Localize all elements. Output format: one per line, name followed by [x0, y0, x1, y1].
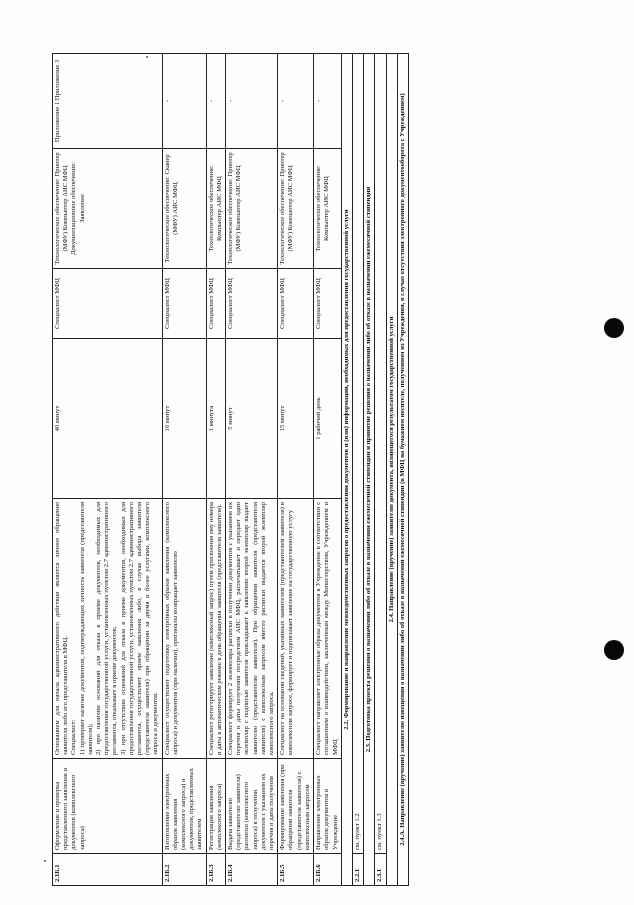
executor: Специалист МФЦ [53, 269, 163, 339]
row-number: 2.1Б.6 [314, 854, 342, 886]
table-body [53, 54, 409, 886]
description-line: Специалист: [70, 719, 78, 755]
row-number: 2.1Б.4 [226, 854, 278, 886]
action-description [314, 499, 342, 759]
duration: 5 минут [226, 339, 278, 499]
punch-hole-icon [604, 318, 624, 338]
description-line: Специалист осуществляет подготовку электронных образов заявления (комплексного запроса) и документов (при наличии), оригиналы возвращает заявителю [163, 502, 179, 755]
row-number: 2.1Б.1 [53, 854, 163, 886]
description-line: Специалист регистрирует заявление (комплексный запрос) путем присвоения ему номера и даты в автоматическом режиме в день обращения заявителя (представителя заявителя). [207, 502, 223, 755]
reference-text: см. пункт 1.3 [375, 54, 386, 854]
resources: Технологическое обеспечение: Сканер (МФУ) АИС МФЦ [162, 149, 206, 269]
resources: Технологическое обеспечение: Компьютер АИС МФЦ [314, 149, 342, 269]
action-name: Выдача заявителю (представителю заявителя) расписки (комплексного запроса) в получении документов с указанием их перечня и даты получения [226, 759, 278, 854]
action-name: Направление электронных образов документов в Учреждение [314, 759, 342, 854]
section-2-4-title: 2.4. Направление (вручение) заявителю документа, являющегося результатом государственной услуги [386, 54, 397, 886]
row-number: 2.2.1 [352, 854, 363, 886]
resources: Технологическое обеспечение: Компьютер АИС МФЦ [206, 149, 225, 269]
row-number: 2.1Б.3 [206, 854, 225, 886]
description-line: Специалист формирует 2 экземпляра расписки в получении документов с указанием их перечня и даты получения посредством АИС МФЦ, распечатывает и передает один экземпляр с подписью заявителя прикладывает к заявлению второй экземпляр выдает заявителю (представителю заявителя). При обращении заявителя (представителя заявителя) с комплексным запросом вместо расписки выдается второй экземпляр комплексного запроса. [227, 502, 276, 755]
duration: 15 минут [278, 339, 314, 499]
section-header-row [341, 54, 352, 886]
section-header-row [397, 54, 408, 886]
description-line: Специалист на основании сведений, указанных заявителем (представителем заявителя) в комплексном запросе, формирует и подписывает заявление на государственную услугу [279, 502, 295, 755]
description-line: 2) при наличии оснований для отказа в приеме документов, необходимых для предоставления государственной услуги, установленных пунктом 2.7 административного регламента, отказывает в приеме документов; [95, 502, 119, 755]
description-line: Основанием для начала административного действия является личное обращение заявителя либо его представителя в МФЦ. [54, 502, 70, 755]
reference-text: см. пункт 1.2 [352, 54, 363, 854]
rotated-table-wrapper [52, 54, 582, 886]
executor: Специалист МФЦ [226, 269, 278, 339]
table-row [226, 54, 278, 886]
form-templates: Приложение 1 Приложение 3 [53, 54, 163, 149]
procedure-table [52, 53, 409, 886]
row-number: 2.1Б.2 [162, 854, 206, 886]
duration: 1 рабочий день [314, 339, 342, 499]
scan-speck [44, 860, 46, 862]
section-2-4-a-title: 2.4.А. Направление (вручение) заявителю извещения о назначении либо об отказе в назначении ежемесячной стипендии (в МФЦ на бумажном носителе, полученном из Учреждения, в случае отсутствия электронного документооборота с Учреждением) [397, 54, 408, 886]
section-header-row [364, 54, 375, 886]
row-number: 2.3.1 [375, 854, 386, 886]
section-2-2-title: 2.2. Формирование и направление межведомственных запросов о предоставлении документов и (или) информации, необходимых для предоставления государственной услуги [341, 54, 352, 886]
action-name: Изготовление электронных образов заявления (комплексного запроса) и документов, представленных заявителем [162, 759, 206, 854]
resources: Технологическое обеспечение: Принтер (МФУ) Компьютер АИС МФЦ Документационное обеспечение: Заявление [53, 149, 163, 269]
form-templates: - [226, 54, 278, 149]
action-description [226, 499, 278, 759]
action-description [206, 499, 225, 759]
resources: Технологическое обеспечение: Принтер (МФУ) Компьютер АИС МФЦ [226, 149, 278, 269]
table-row [314, 54, 342, 886]
table-row [278, 54, 314, 886]
form-templates: - [162, 54, 206, 149]
form-templates: - [206, 54, 225, 149]
duration: 1 минута [206, 339, 225, 499]
table-row [352, 54, 363, 886]
action-name: Формирование заявления (при обращении заявителя (представителя заявителя) с комплексным запросом [278, 759, 314, 854]
executor: Специалист МФЦ [278, 269, 314, 339]
section-2-3-title: 2.3. Подготовка проекта решения о назначении либо об отказе в назначении ежемесячной стипендии и принятие решения о назначении либо об отказе в назначении ежемесячной стипендии [364, 54, 375, 886]
action-name: Регистрация заявления (комплексного запроса) [206, 759, 225, 854]
punch-hole-icon [604, 640, 624, 660]
description-line: 1) проверяет наличие документов, подтверждающих личность заявителя (представителя заявителя); [78, 502, 94, 755]
executor: Специалист МФЦ [314, 269, 342, 339]
table-row [375, 54, 386, 886]
section-header-row [386, 54, 397, 886]
table-row [53, 54, 163, 886]
executor: Специалист МФЦ [206, 269, 225, 339]
description-line: 3) при отсутствии оснований для отказа в приеме документов, необходимых для предоставления государственной услуги, установленных пунктом 2.7 административного регламента, осуществляет прием заявления либо, в случае выбора заявителя (представителя заявителя) при обращении за двумя и более услугами, комплексного запроса и документов. [119, 502, 160, 755]
form-templates: - [314, 54, 342, 149]
action-description [53, 499, 163, 759]
table-row [162, 54, 206, 886]
action-description [278, 499, 314, 759]
description-line: Специалист направляет электронные образы документов в Учреждение в соответствии с соглашением о взаимодействии, заключенным между Министерством, Учреждением и МФЦ [315, 502, 339, 755]
form-templates: - [278, 54, 314, 149]
action-description [162, 499, 206, 759]
resources: Технологическое обеспечение: Принтер (МФУ) Компьютер АИС МФЦ [278, 149, 314, 269]
duration: 40 минут [53, 339, 163, 499]
row-number: 2.1Б.5 [278, 854, 314, 886]
duration: 10 минут [162, 339, 206, 499]
executor: Специалист МФЦ [162, 269, 206, 339]
action-name: Оформление и проверка представленного заявления и документов (комплексного запроса) [53, 759, 163, 854]
table-row [206, 54, 225, 886]
